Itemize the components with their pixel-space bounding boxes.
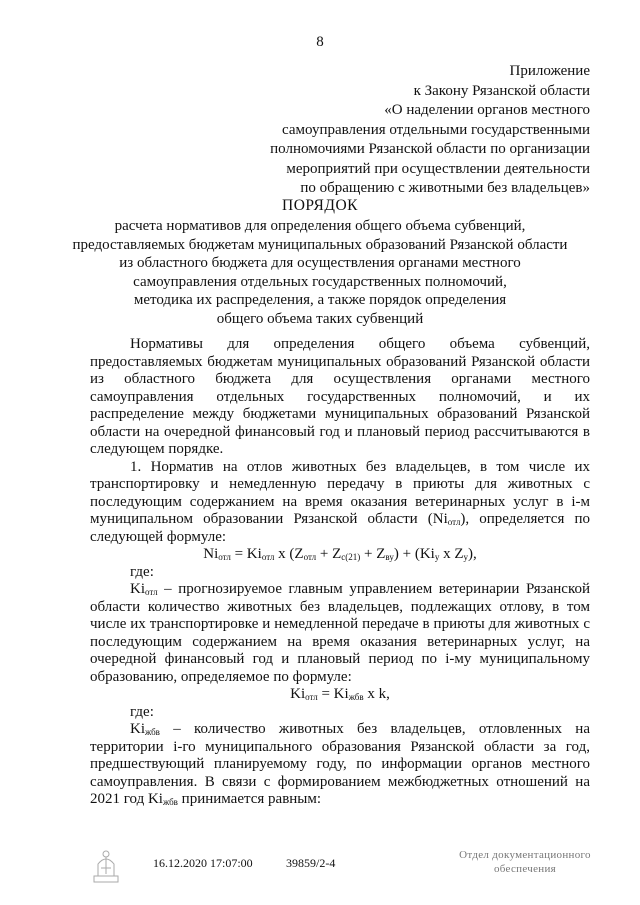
subtitle-line: общего объема таких субвенций xyxy=(216,310,424,327)
item-1-paragraph xyxy=(90,459,590,547)
document-footer xyxy=(0,844,640,894)
formula-subscript: ву xyxy=(385,552,394,562)
formula-subscript: у xyxy=(434,552,440,562)
formula-part: ), xyxy=(468,546,477,562)
formula-part: = Ki xyxy=(317,686,349,702)
department-line: Отдел документационного xyxy=(459,849,591,861)
appendix-line: Приложение xyxy=(509,63,590,79)
definition-subscript: жбв xyxy=(162,797,178,807)
formula-subscript: отл xyxy=(218,552,231,562)
definition-tail: принимается равным: xyxy=(177,791,322,807)
footer-doc-number: 39859/2-4 xyxy=(286,856,336,870)
formula-part: + Z xyxy=(360,546,386,562)
where-label: где: xyxy=(130,703,154,720)
subtitle-line: из областного бюджета для осуществления органами местного xyxy=(119,255,521,271)
definition-text: – прогнозируемое главным управлением ветеринарии Рязанской области количество животных без владельцев, подлежащих отлову, в том числе их транспортировке и немедленной передаче в приюты для животных с последующим содержанием на время оказания ветеринарных услуг, на очередной финансовый год и плановый период по i-му муниципальному образованию, определяемое по формуле: xyxy=(90,581,590,685)
appendix-line: полномочиями Рязанской области по организации xyxy=(270,141,590,157)
page-number: 8 xyxy=(316,34,324,50)
coat-of-arms-icon xyxy=(90,846,122,886)
appendix-line: «О наделении органов местного xyxy=(384,102,590,118)
formula-subscript: отл xyxy=(303,552,317,562)
formula-part: + Z xyxy=(316,546,342,562)
formula-part: x k, xyxy=(363,686,390,702)
formula-ni-otl xyxy=(90,546,590,564)
definition-ki-otl xyxy=(90,581,590,686)
subtitle-line: расчета нормативов для определения общего объема субвенций, xyxy=(114,218,526,234)
formula-subscript: отл xyxy=(261,552,275,562)
subtitle-line: предоставляемых бюджетам муниципальных образований Рязанской области xyxy=(72,236,568,253)
definition-subscript: жбв xyxy=(145,727,160,737)
formula-subscript: отл xyxy=(305,692,318,702)
definition-symbol: Ki xyxy=(130,581,145,597)
formula-part: x Z xyxy=(439,546,464,562)
formula-part: Ki xyxy=(290,686,306,702)
item-1-text: 1. Норматив на отлов животных без владельцев, в том числе их транспортировку и немедленную передачу в приюты для животных с последующим содержанием на время оказания ветеринарных услуг в i-м муниципальном образовании Рязанской области (Ni xyxy=(90,458,590,527)
formula-part: = Ki xyxy=(230,546,262,562)
formula-subscript: у xyxy=(463,552,468,562)
appendix-line: самоуправления отдельными государственными xyxy=(282,121,590,138)
item-1-tail: ), определяется по следующей формуле: xyxy=(90,511,590,545)
where-label: где: xyxy=(130,563,154,580)
formula-part: Ni xyxy=(203,546,219,562)
formula-part: x (Z xyxy=(274,546,304,562)
item-1-subscript: отл xyxy=(447,517,461,527)
footer-datetime: 16.12.2020 17:07:00 xyxy=(153,856,253,870)
definition-text: – количество животных без владельцев, отловленных на территории i-го муниципального образования Рязанской области за год, предшествующий планируемому году, по информации органов местного самоуправления. В связи с формированием межбюджетных отношений на 2021 год Ki xyxy=(90,721,590,807)
appendix-line: мероприятий при осуществлении деятельности xyxy=(286,160,590,177)
formula-subscript: жбв xyxy=(348,692,364,702)
definition-symbol: Ki xyxy=(130,721,145,737)
document-title: ПОРЯДОК xyxy=(282,197,358,214)
appendix-line: по обращению с животными без владельцев» xyxy=(300,180,590,196)
subtitle-line: методика их распределения, а также порядок определения xyxy=(133,292,507,308)
definition-subscript: отл xyxy=(145,587,158,597)
footer-department xyxy=(440,848,610,876)
subtitle-line: самоуправления отдельных государственных полномочий, xyxy=(133,273,507,290)
document-body xyxy=(90,336,590,809)
formula-part: ) + (Ki xyxy=(393,546,435,562)
appendix-line: к Закону Рязанской области xyxy=(413,82,590,99)
formula-subscript: с(21) xyxy=(341,552,361,562)
definition-ki-zhbv xyxy=(90,721,590,809)
intro-paragraph: Нормативы для определения общего объема субвенций, предоставляемых бюджетам муниципальных образований Рязанской области из областного бюджета для осуществления органами местного самоуправления отдельных государственных полномочий, и их распределение между бюджетами муниципальных образований Рязанской области на очередной финансовый год и плановый период рассчитываются в следующем порядке. xyxy=(90,336,590,457)
department-line: обеспечения xyxy=(493,863,557,875)
document-subtitle xyxy=(60,217,580,328)
formula-ki-otl xyxy=(90,686,590,704)
appendix-header xyxy=(230,62,590,199)
